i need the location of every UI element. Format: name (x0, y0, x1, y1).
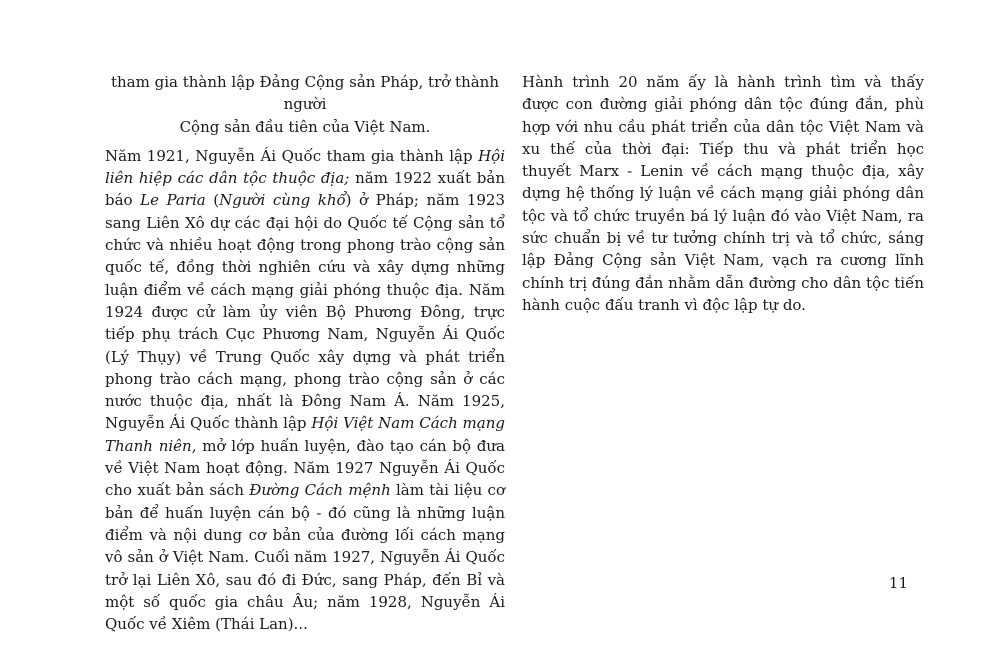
continuation-line-1: tham gia thành lập Đảng Cộng sản Pháp, trở thành người (110, 73, 500, 114)
text-run: , mở lớp huấn luyện, đào tạo cán bộ đưa về Việt Nam hoạt động. Năm 1927 Nguyễn Ái Quốc cho xuất bản sách (105, 436, 505, 500)
right-column (522, 71, 924, 316)
continuation-line-2: Cộng sản đầu tiên của Việt Nam. (179, 117, 431, 136)
text-run: Năm 1921, Nguyễn Ái Quốc tham gia thành lập (105, 146, 479, 165)
italic-newspaper-translation: Người cùng khổ (219, 191, 346, 210)
italic-org-name: Hội Việt Nam Cách mạng Thanh niên (105, 414, 505, 455)
paragraph-continuation (105, 71, 505, 138)
italic-book-title: Đường Cách mệnh (249, 481, 391, 500)
text-run: làm tài liệu cơ bản để huấn luyện cán bộ - đó cũng là những luận điểm và nội dung cơ bản của đường lối cách mạng vô sản ở Việt Nam. Cuối năm 1927, Nguyễn Ái Quốc trở lại Liên Xô, sau đó đi Đức, sang Pháp, đến Bỉ và một số quốc gia châu Âu; năm 1928, Nguyễn Ái Quốc về Xiêm (Thái Lan)... (105, 481, 505, 634)
paragraph-journey: Hành trình 20 năm ấy là hành trình tìm và thấy được con đường giải phóng dân tộc đúng đắn, phù hợp với nhu cầu phát triển của dân tộc Việt Nam và xu thế của thời đại: Tiếp thu và phát triển học thuyết Marx - Lenin về cách mạng thuộc địa, xây dựng hệ thống lý luận về cách mạng giải phóng dân tộc và tổ chức truyền bá lý luận đó vào Việt Nam, ra sức chuẩn bị về tư tưởng chính trị và tổ chức, sáng lập Đảng Cộng sản Việt Nam, vạch ra cương lĩnh chính trị đúng đắn nhằm dẫn đường cho dân tộc tiến hành cuộc đấu tranh vì độc lập tự do. (522, 73, 924, 314)
text-run: năm 1922 xuất bản báo (105, 169, 506, 210)
text-run: ) ở Pháp; năm 1923 sang Liên Xô dự các đại hội do Quốc tế Cộng sản tổ chức và nhiều hoạt động trong phong trào cộng sản quốc tế, đồng thời nghiên cứu và xây dựng những luận điểm về cách mạng giải phóng thuộc địa. Năm 1924 được cử làm ủy viên Bộ Phương Đông, trực tiếp phụ trách Cục Phương Nam, Nguyễn Ái Quốc (Lý Thụy) về Trung Quốc xây dựng và phát triển phong trào cách mạng, phong trào cộng sản ở các nước thuộc địa, nhất là Đông Nam Á. Năm 1925, Nguyễn Ái Quốc thành lập (105, 191, 506, 433)
page-number: 11 (888, 574, 908, 592)
italic-newspaper-title: Le Paria (140, 191, 206, 210)
italic-org-name: Hội liên hiệp các dân tộc thuộc địa; (105, 146, 505, 188)
paragraph-history (105, 145, 505, 636)
left-column (105, 71, 505, 635)
text-run: ( (205, 191, 220, 210)
